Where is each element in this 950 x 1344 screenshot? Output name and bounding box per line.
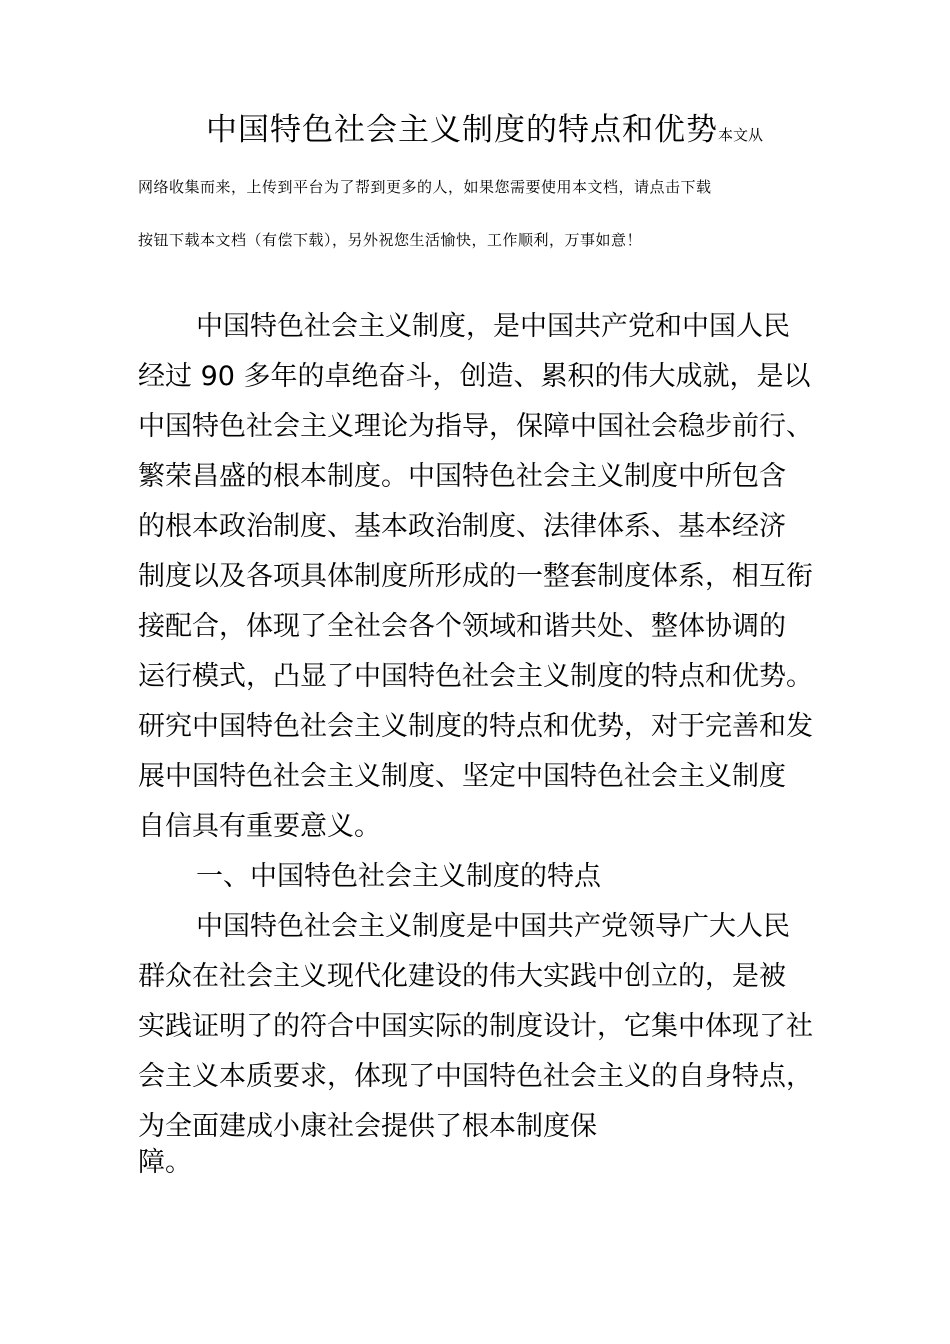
- body-line: 会主义本质要求，体现了中国特色社会主义的自身特点，: [138, 1061, 813, 1092]
- download-notice-line: 按钮下载本文档（有偿下载），另外祝您生活愉快，工作顺利，万事如意！: [138, 231, 643, 249]
- download-notice-line: 网络收集而来，上传到平台为了帮到更多的人，如果您需要使用本文档，请点击下载: [138, 178, 712, 196]
- body-line: 繁荣昌盛的根本制度。中国特色社会主义制度中所包含: [138, 461, 786, 492]
- body-line: 研究中国特色社会主义制度的特点和优势，对于完善和发: [138, 711, 813, 742]
- document-body: [138, 309, 828, 1195]
- body-line: 展中国特色社会主义制度、坚定中国特色社会主义制度: [138, 761, 786, 792]
- body-line: 接配合，体现了全社会各个领域和谐共处、整体协调的: [138, 611, 786, 642]
- download-notice-start: 本文从: [718, 126, 764, 144]
- body-line: 中国特色社会主义制度是中国共产党领导广大人民: [196, 911, 790, 942]
- body-line: 经过 90 多年的卓绝奋斗，创造、累积的伟大成就，是以: [138, 361, 811, 392]
- section-heading: 一、中国特色社会主义制度的特点: [196, 861, 601, 892]
- body-line: 运行模式，凸显了中国特色社会主义制度的特点和优势。: [138, 661, 813, 692]
- body-line: 中国特色社会主义制度，是中国共产党和中国人民: [196, 311, 790, 342]
- body-line: 障。: [138, 1147, 192, 1178]
- body-line: 实践证明了的符合中国实际的制度设计，它集中体现了社: [138, 1011, 813, 1042]
- body-line: 群众在社会主义现代化建设的伟大实践中创立的，是被: [138, 961, 786, 992]
- title-line: [206, 104, 846, 149]
- body-line: 自信具有重要意义。: [138, 811, 381, 842]
- body-line: 为全面建成小康社会提供了根本制度保: [138, 1111, 597, 1142]
- body-line: 的根本政治制度、基本政治制度、法律体系、基本经济: [138, 511, 786, 542]
- body-line: 中国特色社会主义理论为指导，保障中国社会稳步前行、: [138, 411, 813, 442]
- body-line: 制度以及各项具体制度所形成的一整套制度体系，相互衔: [138, 561, 813, 592]
- document-title: 中国特色社会主义制度的特点和优势: [206, 112, 718, 148]
